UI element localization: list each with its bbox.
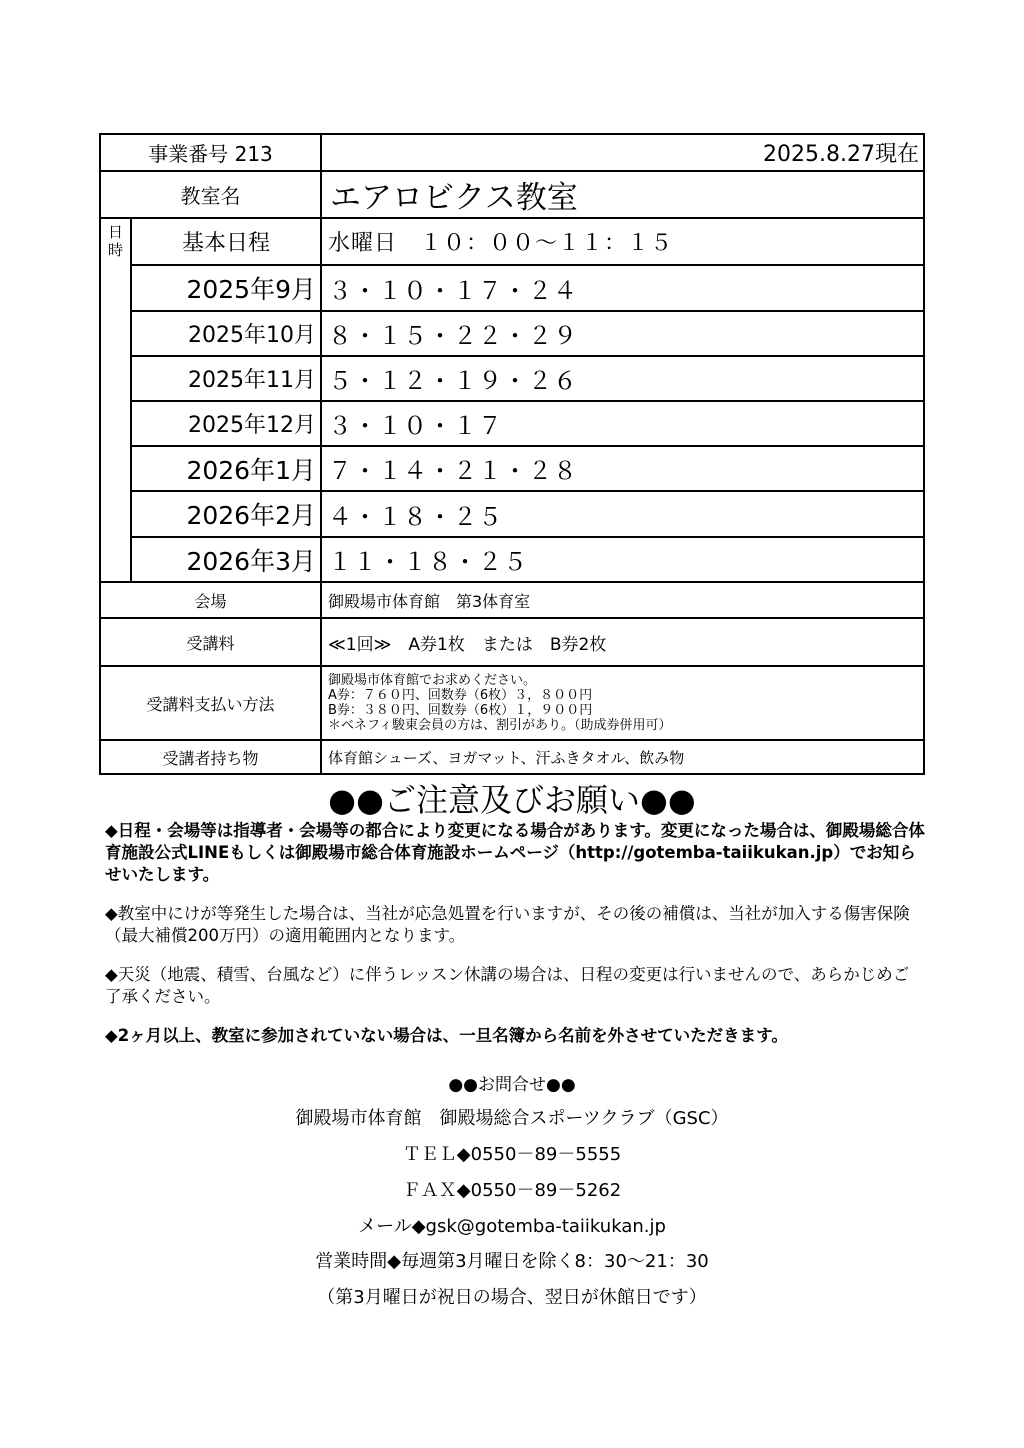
month-label: 2025年9月	[131, 265, 321, 311]
month-label: 2026年2月	[131, 491, 321, 537]
notice-heading: ●●ご注意及びお願い●●	[328, 781, 696, 819]
belongings-label: 受講者持ち物	[100, 740, 321, 774]
basic-schedule-value: 水曜日 １０：００～１１：１５	[321, 218, 924, 265]
month-dates: ５・１２・１９・２６	[321, 356, 924, 401]
notice-item: ◆2ヶ月以上、教室に参加されていない場合は、一旦名簿から名前を外させていただきます。	[105, 1026, 788, 1045]
month-dates: ３・１０・１７・２４	[321, 265, 924, 311]
fee-value: ≪1回≫ A券1枚 または B券2枚	[321, 618, 924, 666]
payment-line: ＊ベネフィ駿東会員の方は、割引があり。（助成券併用可）	[328, 718, 672, 733]
month-dates: ７・１４・２１・２８	[321, 446, 924, 491]
payment-line: B券：３８０円、回数券（6枚）１，９００円	[328, 703, 593, 718]
month-dates: ８・１５・２２・２９	[321, 311, 924, 356]
contact-org: 御殿場市体育館 御殿場総合スポーツクラブ（GSC）	[295, 1108, 729, 1129]
contact-heading: ●●お問合せ●●	[448, 1075, 576, 1095]
payment-details	[321, 666, 924, 740]
contact-fax: ＦＡＸ◆0550－89－5262	[402, 1180, 622, 1201]
contact-tel: ＴＥＬ◆0550－89－5555	[402, 1144, 622, 1165]
basic-schedule-label: 基本日程	[131, 218, 321, 265]
contact-email: メール◆gsk@gotemba-taiikukan.jp	[358, 1216, 666, 1237]
month-dates: ４・１８・２５	[321, 491, 924, 537]
month-label: 2025年11月	[131, 356, 321, 401]
month-label: 2026年1月	[131, 446, 321, 491]
notice-item: ◆教室中にけが等発生した場合は、当社が応急処置を行いますが、その後の補償は、当社が加入する傷害保険（最大補償200万円）の適用範囲内となります。	[105, 904, 910, 945]
venue-label: 会場	[100, 582, 321, 618]
venue-value: 御殿場市体育館 第3体育室	[321, 582, 924, 618]
classroom-name: エアロビクス教室	[321, 171, 924, 218]
month-dates: ３・１０・１７	[321, 401, 924, 446]
notice-item: ◆天災（地震、積雪、台風など）に伴うレッスン休講の場合は、日程の変更は行いませんので、あらかじめご了承ください。	[105, 965, 910, 1006]
payment-line: 御殿場市体育館でお求めください。	[328, 673, 537, 688]
payment-label: 受講料支払い方法	[100, 666, 321, 740]
classroom-label: 教室名	[100, 171, 321, 218]
contact-note: （第3月曜日が祝日の場合、翌日が休館日です）	[317, 1287, 707, 1308]
as-of-date: 2025.8.27現在	[321, 134, 924, 171]
notice-list	[105, 820, 925, 1064]
project-number: 事業番号 213	[100, 134, 321, 171]
month-label: 2025年12月	[131, 401, 321, 446]
schedule-side-label: 日 時	[100, 218, 131, 582]
contact-hours: 営業時間◆毎週第3月曜日を除く8：30～21：30	[315, 1251, 709, 1272]
belongings-value: 体育館シューズ、ヨガマット、汗ふきタオル、飲み物	[321, 740, 924, 774]
month-dates: １１・１８・２５	[321, 537, 924, 582]
month-label: 2026年3月	[131, 537, 321, 582]
notice-item: ◆日程・会場等は指導者・会場等の都合により変更になる場合があります。変更になった場合は、御殿場総合体育施設公式LINEもしくは御殿場市総合体育施設ホームページ（http://gotemba-taiikukan.jp）でお知らせいたします。	[105, 821, 925, 884]
month-label: 2025年10月	[131, 311, 321, 356]
fee-label: 受講料	[100, 618, 321, 666]
payment-line: A券：７６０円、回数券（6枚）３，８００円	[328, 688, 593, 703]
class-info-table	[99, 133, 925, 775]
